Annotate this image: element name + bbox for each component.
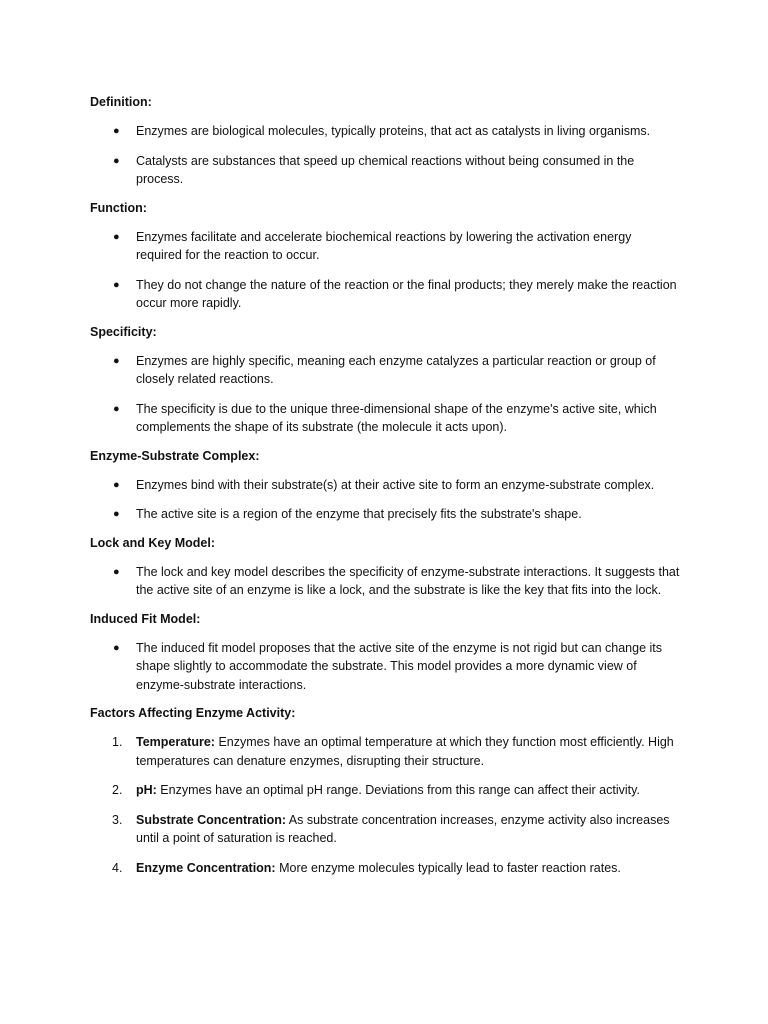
list-item-text: Enzymes are highly specific, meaning each enzyme catalyzes a particular reaction or group of closely related reactions. bbox=[136, 353, 656, 386]
section-heading-factors: Factors Affecting Enzyme Activity: bbox=[90, 706, 296, 720]
bullet-icon: ● bbox=[113, 354, 120, 367]
function-list bbox=[90, 228, 680, 313]
list-item-text: Enzymes are biological molecules, typically proteins, that act as catalysts in living organisms. bbox=[136, 124, 651, 138]
list-item bbox=[90, 152, 680, 189]
specificity-list bbox=[90, 352, 680, 437]
list-item bbox=[90, 563, 680, 600]
list-item bbox=[90, 505, 680, 524]
item-text: As substrate concentration increases, enzyme activity also increases until a point of saturation is reached. bbox=[136, 812, 670, 845]
section-heading-specificity: Specificity: bbox=[90, 324, 157, 339]
bullet-icon: ● bbox=[113, 402, 120, 415]
bullet-icon: ● bbox=[113, 478, 120, 491]
list-item-text: The active site is a region of the enzyme that precisely fits the substrate's shape. bbox=[136, 507, 582, 521]
bullet-icon: ● bbox=[113, 230, 120, 243]
list-item bbox=[90, 352, 680, 389]
lock-and-key-list bbox=[90, 563, 680, 600]
list-item bbox=[90, 228, 680, 265]
bullet-icon: ● bbox=[113, 154, 120, 167]
list-item bbox=[90, 400, 680, 437]
numbered-item bbox=[90, 733, 680, 770]
item-number: 3. bbox=[112, 812, 123, 827]
enzyme-substrate-complex-list bbox=[90, 476, 680, 524]
section-heading-lock-and-key-model: Lock and Key Model: bbox=[90, 535, 216, 550]
bullet-icon: ● bbox=[113, 565, 120, 578]
list-item-text: They do not change the nature of the reaction or the final products; they merely make the reaction occur more rapidly. bbox=[136, 277, 677, 310]
list-item-text: The lock and key model describes the specificity of enzyme-substrate interactions. It suggests that the active site of an enzyme is like a lock, and the substrate is like the key that fits into the lock. bbox=[136, 564, 680, 597]
item-number: 2. bbox=[112, 783, 123, 797]
item-number: 4. bbox=[112, 860, 123, 875]
list-item bbox=[90, 276, 680, 313]
item-term: Temperature: bbox=[136, 735, 215, 749]
bullet-icon: ● bbox=[113, 278, 120, 291]
list-item bbox=[90, 639, 680, 695]
list-item bbox=[90, 476, 680, 495]
list-item bbox=[90, 122, 680, 141]
numbered-item bbox=[90, 859, 680, 878]
numbered-item bbox=[90, 781, 680, 800]
item-term: Substrate Concentration: bbox=[136, 812, 287, 827]
induced-fit-list bbox=[90, 639, 680, 695]
numbered-item bbox=[90, 811, 680, 848]
list-item-text: Catalysts are substances that speed up chemical reactions without being consumed in the process. bbox=[136, 153, 635, 186]
list-item-text: Enzymes facilitate and accelerate biochemical reactions by lowering the activation energy required for the reaction to occur. bbox=[136, 229, 632, 262]
list-item-text: The induced fit model proposes that the active site of the enzyme is not rigid but can change its shape slightly to accommodate the substrate. This model provides a more dynamic view of enzyme-substrate interactions. bbox=[136, 640, 662, 692]
document-page bbox=[90, 93, 680, 887]
section-heading-enzyme-substrate-complex: Enzyme-Substrate Complex: bbox=[90, 448, 260, 463]
item-term: Enzyme Concentration: bbox=[136, 860, 276, 875]
factors-list bbox=[90, 733, 680, 877]
section-heading-function: Function: bbox=[90, 200, 147, 215]
item-text: Enzymes have an optimal temperature at which they function most efficiently. High temperatures can denature enzymes, disrupting their structure. bbox=[136, 735, 674, 768]
item-number: 1. bbox=[112, 735, 123, 749]
list-item-text: The specificity is due to the unique three-dimensional shape of the enzyme's active site, which complements the shape of its substrate (the molecule it acts upon). bbox=[136, 401, 657, 434]
item-text: Enzymes have an optimal pH range. Deviations from this range can affect their activity. bbox=[156, 783, 640, 797]
definition-list bbox=[90, 122, 680, 189]
bullet-icon: ● bbox=[113, 125, 120, 137]
section-heading-definition: Definition: bbox=[90, 95, 152, 109]
item-text: More enzyme molecules typically lead to faster reaction rates. bbox=[275, 860, 621, 875]
item-term: pH: bbox=[136, 783, 157, 797]
bullet-icon: ● bbox=[113, 641, 120, 654]
section-heading-induced-fit-model: Induced Fit Model: bbox=[90, 611, 201, 626]
bullet-icon: ● bbox=[113, 508, 120, 520]
list-item-text: Enzymes bind with their substrate(s) at their active site to form an enzyme-substrate complex. bbox=[136, 477, 655, 492]
